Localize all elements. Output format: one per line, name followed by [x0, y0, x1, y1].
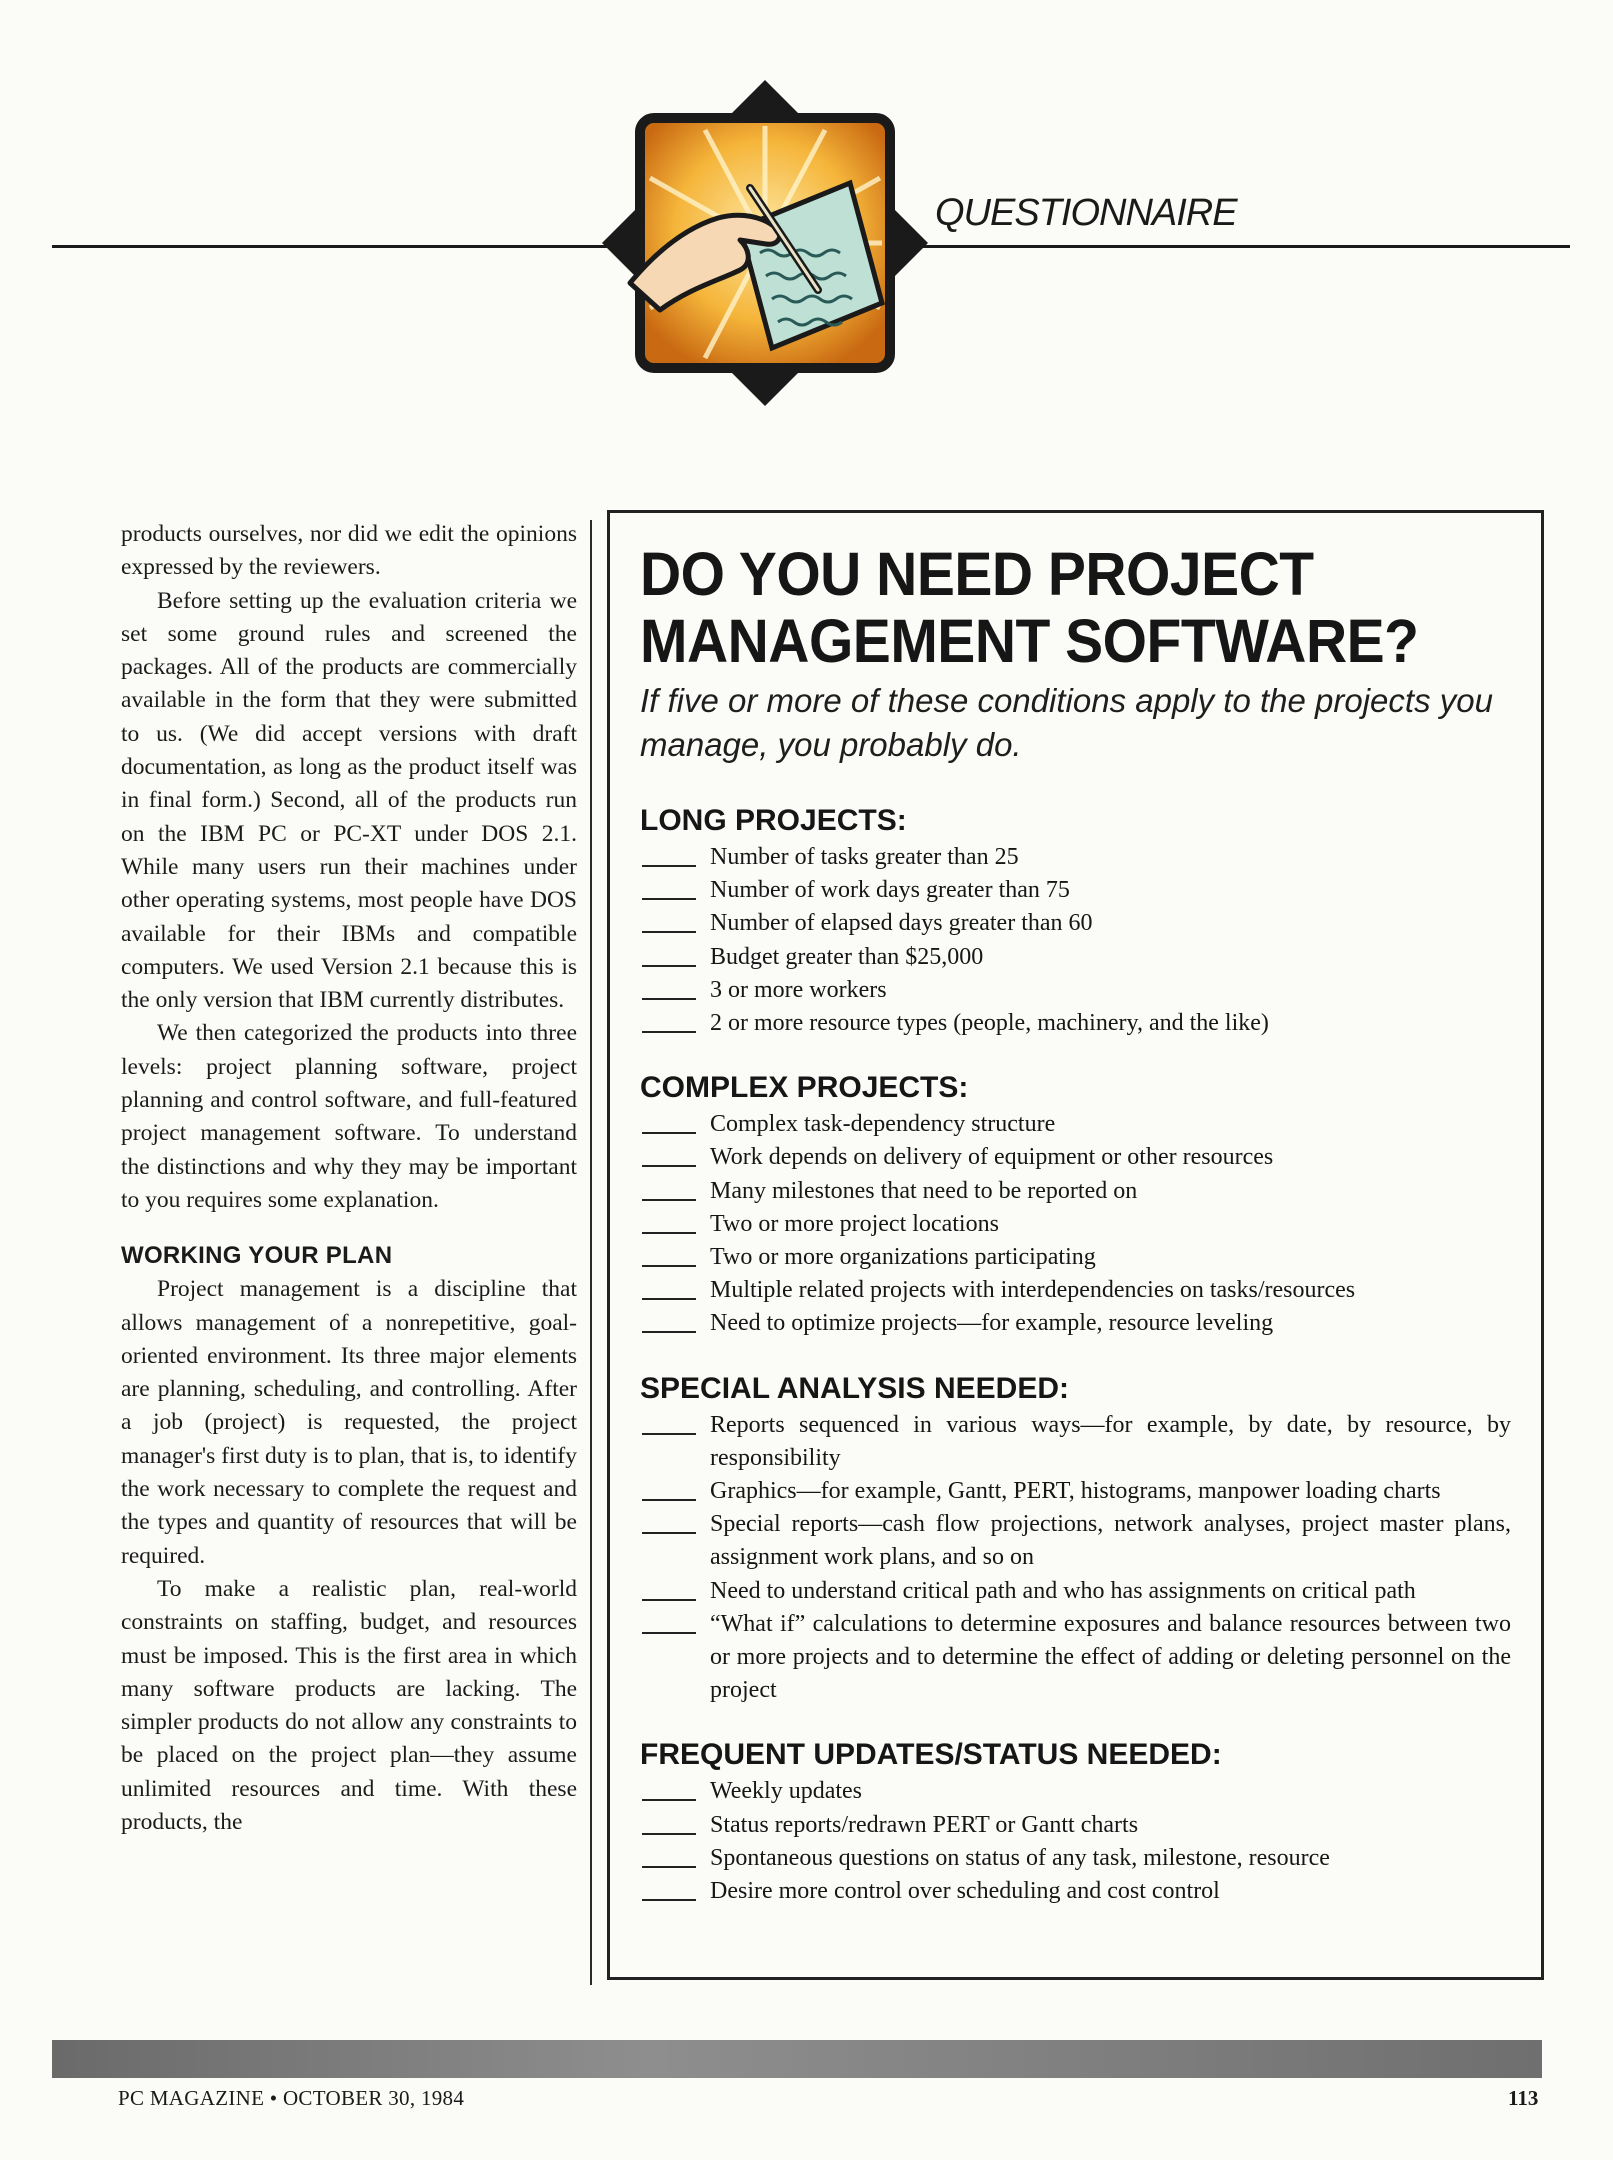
- footer-bar: [52, 2040, 1542, 2078]
- questionnaire-box: [607, 510, 1544, 1980]
- checklist-item[interactable]: 2 or more resource types (people, machinery, and the like): [640, 1007, 1511, 1040]
- checklist-item[interactable]: Need to understand critical path and who has assignments on critical path: [640, 1575, 1511, 1608]
- checkbox-blank[interactable]: [642, 1499, 696, 1501]
- checklist: [640, 1775, 1511, 1908]
- checklist-item[interactable]: Complex task-dependency structure: [640, 1108, 1511, 1141]
- checkbox-blank[interactable]: [642, 1632, 696, 1634]
- checklist: [640, 1108, 1511, 1340]
- section-heading-frequent-updates: FREQUENT UPDATES/STATUS NEEDED:: [640, 1738, 1222, 1772]
- article-paragraph: Project management is a discipline that allows management of a nonrepetitive, goal-oriented environment. Its three major elements are planning, scheduling, and controlling. After a job (project) is requested, the project manager's first duty is to plan, that is, to identify the work necessary to complete the request and the types and quantity of resources that will be required.: [121, 1276, 577, 1569]
- checkbox-blank[interactable]: [642, 1199, 696, 1201]
- footer-publication: PC MAGAZINE • OCTOBER 30, 1984: [118, 2086, 465, 2110]
- column-divider: [590, 520, 592, 1985]
- checklist-item[interactable]: Number of tasks greater than 25: [640, 841, 1511, 874]
- article-subheading: WORKING YOUR PLAN: [121, 1242, 393, 1270]
- checkbox-blank[interactable]: [642, 1433, 696, 1435]
- section-heading-long-projects: LONG PROJECTS:: [640, 804, 907, 837]
- checkbox-blank[interactable]: [642, 1833, 696, 1835]
- article-paragraph: products ourselves, nor did we edit the opinions expressed by the reviewers.: [121, 521, 577, 581]
- checkbox-blank[interactable]: [642, 1532, 696, 1534]
- article-paragraph: We then categorized the products into three levels: project planning software, project planning and control software, and full-featured project management software. To understand the distinctions and why they may be important to you requires some explanation.: [121, 1020, 577, 1213]
- checkbox-blank[interactable]: [642, 865, 696, 867]
- checklist-item[interactable]: Two or more organizations participating: [640, 1241, 1511, 1274]
- checklist-item[interactable]: Two or more project locations: [640, 1208, 1511, 1241]
- checklist-item[interactable]: Spontaneous questions on status of any task, milestone, resource: [640, 1842, 1511, 1875]
- checklist-item[interactable]: Number of work days greater than 75: [640, 874, 1511, 907]
- checklist-item[interactable]: Reports sequenced in various ways—for example, by date, by resource, by responsibility: [640, 1409, 1511, 1475]
- article-column: [121, 518, 577, 1839]
- checklist-item[interactable]: Multiple related projects with interdependencies on tasks/resources: [640, 1274, 1511, 1307]
- checklist-item[interactable]: Graphics—for example, Gantt, PERT, histograms, manpower loading charts: [640, 1475, 1511, 1508]
- checkbox-blank[interactable]: [642, 931, 696, 933]
- checklist-item[interactable]: Work depends on delivery of equipment or other resources: [640, 1141, 1511, 1174]
- checkbox-blank[interactable]: [642, 1232, 696, 1234]
- article-paragraph: Before setting up the evaluation criteria we set some ground rules and screened the packages. All of the products are commercially available in the form that they were submitted to us. (We did accept versions with draft documentation, as long as the product itself was in final form.) Second, all of the products run on the IBM PC or PC-XT under DOS 2.1. While many users run their machines under other operating systems, most people have DOS available for their IBMs and compatible computers. We used Version 2.1 because this is the only version that IBM currently distributes.: [121, 587, 577, 1014]
- checkbox-blank[interactable]: [642, 1298, 696, 1300]
- checklist-item[interactable]: “What if” calculations to determine exposures and balance resources between two or more projects and to determine the effect of adding or deleting personnel on the project: [640, 1608, 1511, 1708]
- checkbox-blank[interactable]: [642, 1599, 696, 1601]
- section-label: QUESTIONNAIRE: [935, 192, 1237, 234]
- checkbox-blank[interactable]: [642, 1031, 696, 1033]
- checklist-item[interactable]: 3 or more workers: [640, 974, 1511, 1007]
- checkbox-blank[interactable]: [642, 965, 696, 967]
- checkbox-blank[interactable]: [642, 1899, 696, 1901]
- questionnaire-title: DO YOU NEED PROJECT MANAGEMENT SOFTWARE?: [640, 539, 1419, 676]
- checkbox-blank[interactable]: [642, 1866, 696, 1868]
- hand-writing-checklist-icon: [600, 78, 930, 408]
- checklist-item[interactable]: Number of elapsed days greater than 60: [640, 907, 1511, 940]
- checkbox-blank[interactable]: [642, 898, 696, 900]
- checklist-item[interactable]: Many milestones that need to be reported on: [640, 1175, 1511, 1208]
- checklist-item[interactable]: Desire more control over scheduling and cost control: [640, 1875, 1511, 1908]
- checkbox-blank[interactable]: [642, 1799, 696, 1801]
- checklist-item[interactable]: Need to optimize projects—for example, resource leveling: [640, 1307, 1511, 1340]
- checklist-item[interactable]: Special reports—cash flow projections, network analyses, project master plans, assignment work plans, and so on: [640, 1508, 1511, 1574]
- section-heading-complex-projects: COMPLEX PROJECTS:: [640, 1071, 969, 1105]
- checkbox-blank[interactable]: [642, 1265, 696, 1267]
- checkbox-blank[interactable]: [642, 1132, 696, 1134]
- checkbox-blank[interactable]: [642, 1165, 696, 1167]
- page-number: 113: [1508, 2086, 1539, 2110]
- article-paragraph: To make a realistic plan, real-world constraints on staffing, budget, and resources must be imposed. This is the first area in which many software products are lacking. The simpler products do not allow any constraints to be placed on the project plan—they assume unlimited resources and time. With these products, the: [121, 1575, 577, 1835]
- checkbox-blank[interactable]: [642, 1331, 696, 1333]
- checklist-item[interactable]: Status reports/redrawn PERT or Gantt charts: [640, 1809, 1511, 1842]
- checklist-item[interactable]: Weekly updates: [640, 1775, 1511, 1808]
- section-heading-special-analysis: SPECIAL ANALYSIS NEEDED:: [640, 1371, 1069, 1405]
- checklist-item[interactable]: Budget greater than $25,000: [640, 941, 1511, 974]
- checklist: [640, 1409, 1511, 1708]
- checkbox-blank[interactable]: [642, 998, 696, 1000]
- checklist: [640, 841, 1511, 1040]
- questionnaire-subtitle: If five or more of these conditions apply to the projects you manage, you probably do.: [640, 682, 1493, 763]
